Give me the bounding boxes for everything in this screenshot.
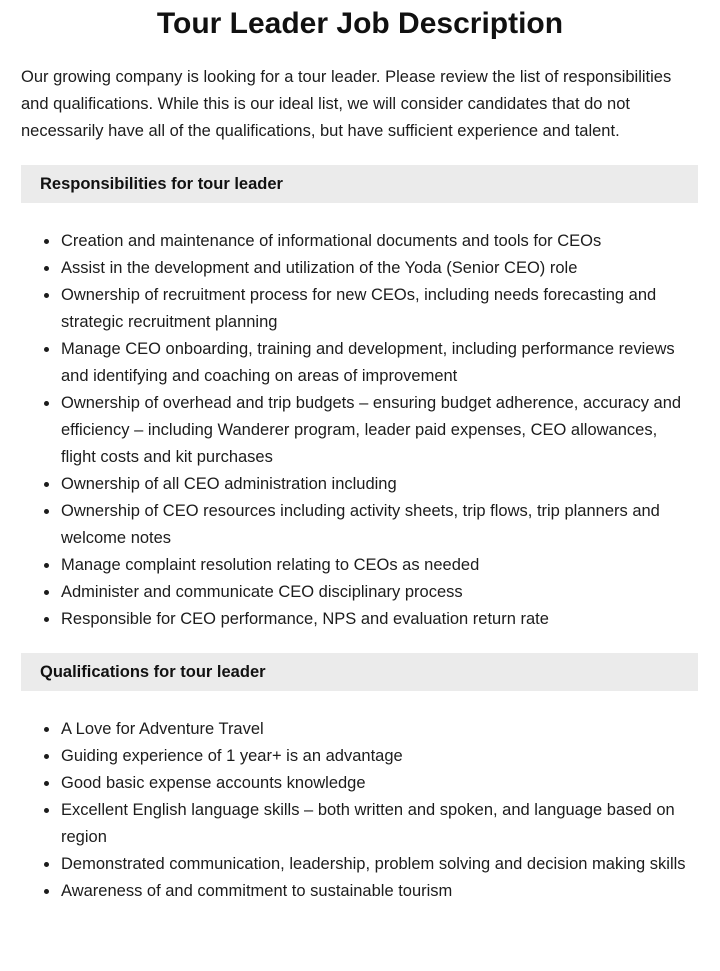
intro-paragraph: Our growing company is looking for a tour leader. Please review the list of responsibilities and qualifications. While this is our ideal list, we will consider candidates that do not necessarily have all of the qualifications, but have sufficient experience and talent. bbox=[21, 68, 672, 140]
page-title: Tour Leader Job Description bbox=[156, 7, 564, 40]
list-item: Creation and maintenance of informational documents and tools for CEOs bbox=[61, 228, 696, 255]
list-item: Administer and communicate CEO disciplinary process bbox=[61, 579, 696, 606]
list-item: A Love for Adventure Travel bbox=[61, 716, 696, 743]
list-item: Responsible for CEO performance, NPS and evaluation return rate bbox=[61, 606, 696, 633]
list-item: Demonstrated communication, leadership, problem solving and decision making skills bbox=[61, 851, 696, 878]
qualifications-list bbox=[0, 716, 696, 905]
responsibilities-section bbox=[0, 165, 720, 633]
list-item: Manage CEO onboarding, training and development, including performance reviews and identifying and coaching on areas of improvement bbox=[61, 336, 696, 390]
responsibilities-list bbox=[0, 228, 696, 633]
list-item: Ownership of all CEO administration including bbox=[61, 471, 696, 498]
list-item: Manage complaint resolution relating to CEOs as needed bbox=[61, 552, 696, 579]
responsibilities-heading: Responsibilities for tour leader bbox=[21, 165, 698, 203]
list-item: Assist in the development and utilization of the Yoda (Senior CEO) role bbox=[61, 255, 696, 282]
list-item: Awareness of and commitment to sustainable tourism bbox=[61, 878, 696, 905]
qualifications-heading: Qualifications for tour leader bbox=[21, 653, 698, 691]
qualifications-section bbox=[0, 653, 720, 905]
list-item: Good basic expense accounts knowledge bbox=[61, 770, 696, 797]
list-item: Ownership of overhead and trip budgets – ensuring budget adherence, accuracy and efficiency – including Wanderer program, leader paid expenses, CEO allowances, flight costs and kit purchases bbox=[61, 390, 696, 471]
list-item: Excellent English language skills – both written and spoken, and language based on region bbox=[61, 797, 696, 851]
list-item: Ownership of CEO resources including activity sheets, trip flows, trip planners and welcome notes bbox=[61, 498, 696, 552]
list-item: Ownership of recruitment process for new CEOs, including needs forecasting and strategic recruitment planning bbox=[61, 282, 696, 336]
list-item: Guiding experience of 1 year+ is an advantage bbox=[61, 743, 696, 770]
